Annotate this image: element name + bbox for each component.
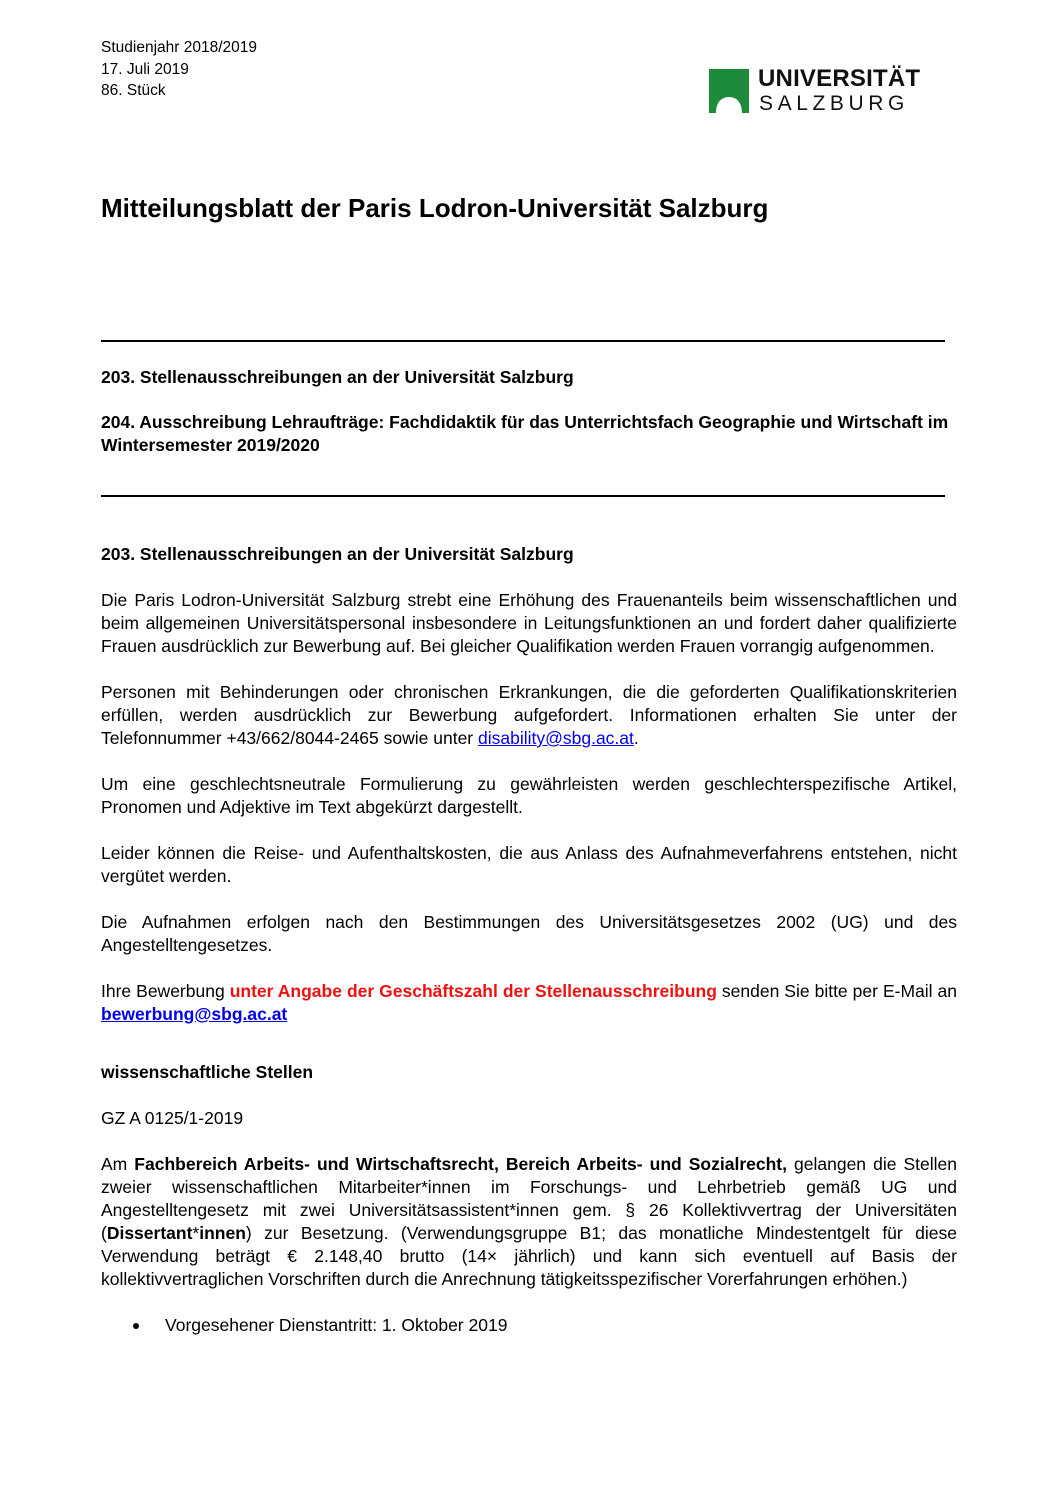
application-reference-note: unter Angabe der Geschäftszahl der Stellenausschreibung xyxy=(229,981,717,1001)
toc-item-204: 204. Ausschreibung Lehraufträge: Fachdidaktik für das Unterrichtsfach Geographie und Wirtschaft im Wintersemester 2019/2020 xyxy=(101,412,949,455)
scientific-positions-heading: wissenschaftliche Stellen xyxy=(101,1062,314,1082)
university-logo xyxy=(709,65,921,118)
divider-bottom xyxy=(101,495,945,497)
document-meta xyxy=(101,37,257,102)
bullet-icon xyxy=(133,1323,139,1329)
section-heading: 203. Stellenausschreibungen an der Universität Salzburg xyxy=(101,544,574,564)
issue-date: 17. Juli 2019 xyxy=(101,60,189,78)
toc-item-203: 203. Stellenausschreibungen an der Universität Salzburg xyxy=(101,367,574,387)
issue-number: 86. Stück xyxy=(101,82,166,99)
paragraph-travel-costs: Leider können die Reise- und Aufenthaltskosten, die aus Anlass des Aufnahmeverfahrens entstehen, nicht vergütet werden. xyxy=(101,843,957,886)
paragraph-legal-basis: Die Aufnahmen erfolgen nach den Bestimmungen des Universitätsgesetzes 2002 (UG) und des Angestelltengesetzes. xyxy=(101,912,957,955)
paragraph-gender-equality: Die Paris Lodron-Universität Salzburg strebt eine Erhöhung des Frauenanteils beim wissenschaftlichen und beim allgemeinen Universitätspersonal insbesondere in Leitungsfunktionen an und fordert daher qualifizierte Frauen ausdrücklich zur Bewerbung auf. Bei gleicher Qualifikation werden Frauen vorrangig aufgenommen. xyxy=(101,590,957,656)
divider-top xyxy=(101,340,945,342)
disability-email-link[interactable]: disability@sbg.ac.at xyxy=(478,728,634,748)
job-description: Am Fachbereich Arbeits- und Wirtschaftsrecht, Bereich Arbeits- und Sozialrecht, gelangen die Stellen zweier wissenschaftlichen Mitarbeiter*innen im Forschungs- und Lehrbetrieb gemäß UG und Angestelltengesetz mit zwei Universitätsassistent*innen gem. § 26 Kollektivvertrag der Universitäten (Dissertant*innen) zur Besetzung. (Verwendungsgruppe B1; das monatliche Mindestentgelt für diese Verwendung beträgt € 2.148,40 brutto (14× jährlich) und kann sich eventuell auf Basis der kollektivvertraglichen Vorschriften durch die Anrechnung tätigkeitsspezifischer Vorerfahrungen erhöhen.) xyxy=(101,1154,957,1289)
job-details-list xyxy=(101,1314,957,1337)
job-listing xyxy=(101,1107,957,1337)
paragraph-disability: Personen mit Behinderungen oder chronischen Erkrankungen, die die geforderten Qualifikationskriterien erfüllen, werden ausdrücklich zur Bewerbung aufgefordert. Informationen erhalten Sie unter der Telefonnummer +43/662/8044-2465 sowie unter disability@sbg.ac.at. xyxy=(101,682,957,748)
start-date: Vorgesehener Dienstantritt: 1. Oktober 2019 xyxy=(165,1315,508,1335)
academic-year: Studienjahr 2018/2019 xyxy=(101,39,257,56)
list-item xyxy=(101,1314,957,1337)
role-dissertant: Dissertant xyxy=(106,1223,193,1243)
department-name: Fachbereich Arbeits- und Wirtschaftsrecht, Bereich Arbeits- und Sozialrecht, xyxy=(134,1154,787,1174)
disability-text: Personen mit Behinderungen oder chronischen Erkrankungen, die die geforderten Qualifikationskriterien erfüllen, werden ausdrücklich zur Bewerbung aufgefordert. Informationen erhalten Sie unter der Telefonnummer +43/662/8044-2465 sowie unter xyxy=(101,682,957,748)
section-203 xyxy=(101,543,957,1337)
job-reference-number: GZ A 0125/1-2019 xyxy=(101,1108,244,1128)
university-arch-icon xyxy=(709,69,753,113)
paragraph-gender-neutral: Um eine geschlechtsneutrale Formulierung zu gewährleisten werden geschlechterspezifische Artikel, Pronomen und Adjektive im Text abgekürzt dargestellt. xyxy=(101,774,957,817)
application-email-link[interactable]: bewerbung@sbg.ac.at xyxy=(101,1004,288,1024)
logo-text-salzburg: SALZBURG xyxy=(759,92,909,115)
logo-text-universitaet: UNIVERSITÄT xyxy=(758,65,921,92)
page-title: Mitteilungsblatt der Paris Lodron-Universität Salzburg xyxy=(101,193,769,223)
paragraph-application: Ihre Bewerbung unter Angabe der Geschäftszahl der Stellenausschreibung senden Sie bitte per E-Mail an bewerbung@sbg.ac.at xyxy=(101,981,957,1024)
